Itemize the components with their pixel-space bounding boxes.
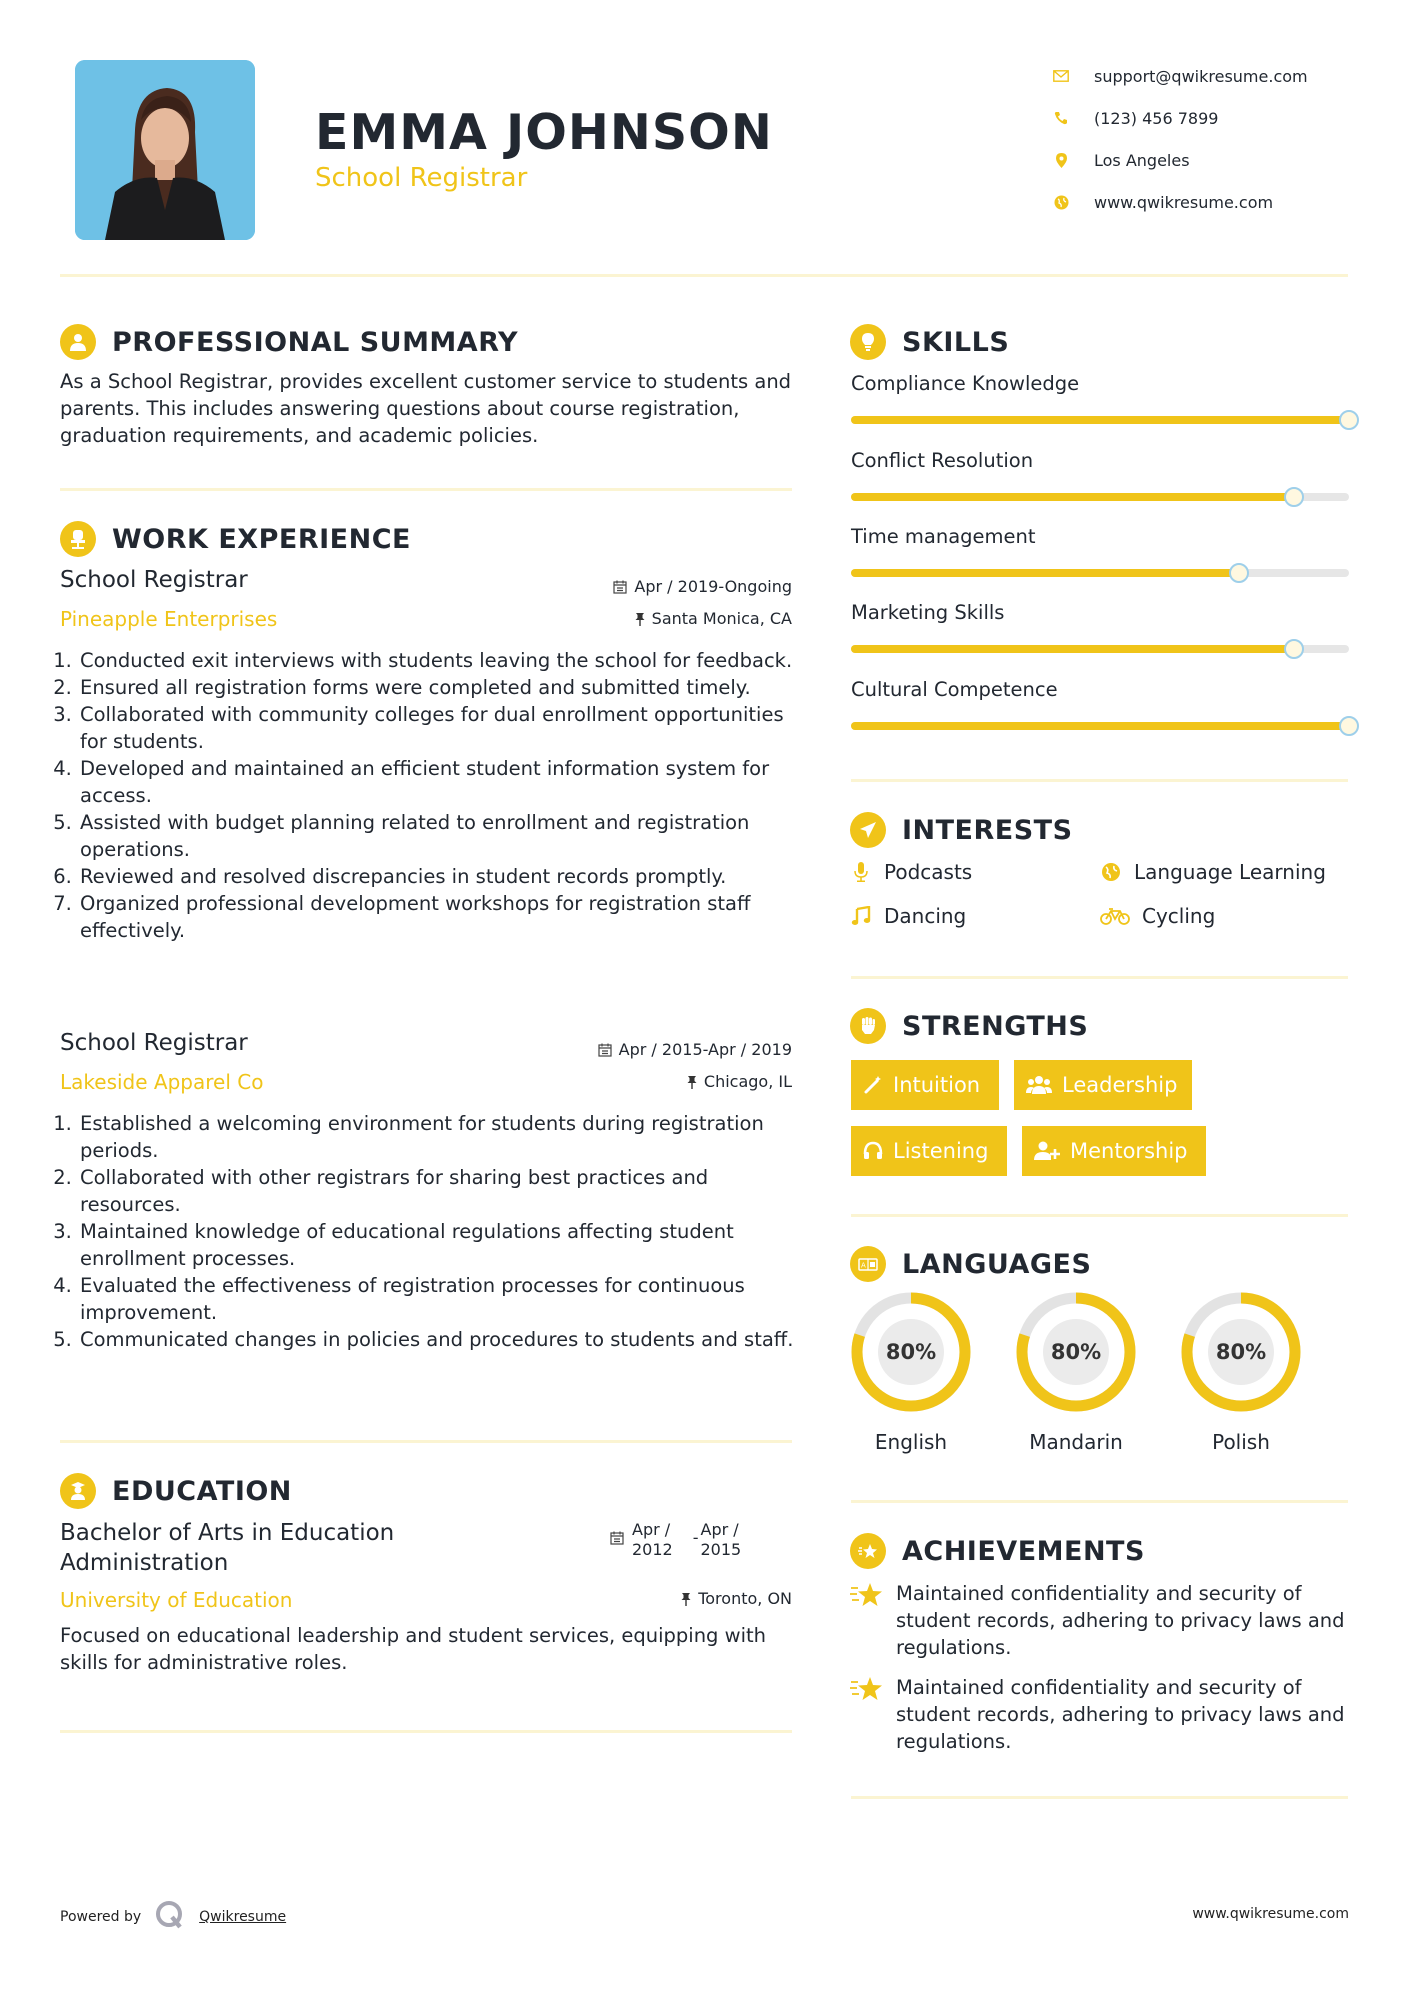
skills-heading: SKILLS <box>850 324 1009 360</box>
skill-fill <box>851 493 1294 501</box>
user-plus-icon <box>1034 1141 1060 1161</box>
header-divider <box>60 274 1348 277</box>
paper-plane-icon <box>850 812 886 848</box>
strength-badge: Listening <box>851 1126 1007 1176</box>
job-title: School Registrar <box>60 567 248 593</box>
language-percent: 80% <box>885 1340 937 1364</box>
achievements-heading: ACHIEVEMENTS <box>850 1533 1145 1569</box>
globe-icon <box>1100 862 1122 882</box>
interest-item: Podcasts <box>850 860 972 884</box>
qwikresume-link[interactable]: Qwikresume <box>199 1909 287 1925</box>
contact-phone[interactable] <box>1050 97 1308 139</box>
skill-fill <box>851 416 1349 424</box>
music-note-icon <box>850 906 872 926</box>
list-item: 4. Evaluated the effectiveness of registration processes for continuous improvement. <box>78 1272 798 1326</box>
star-icon <box>850 1674 884 1755</box>
job-bullets <box>48 647 798 944</box>
pushpin-icon <box>687 1075 697 1089</box>
contact-phone-value: (123) 456 7899 <box>1094 108 1219 128</box>
contact-location <box>1050 139 1308 181</box>
skill-fill <box>851 645 1294 653</box>
strength-badge: Leadership <box>1014 1060 1192 1110</box>
strengths-heading: STRENGTHS <box>850 1008 1088 1044</box>
job-dates: Apr / 2015-Apr / 2019 <box>598 1040 792 1059</box>
list-item: 5. Communicated changes in policies and procedures to students and staff. <box>78 1326 798 1353</box>
skill-knob <box>1284 639 1304 659</box>
language-name: English <box>874 1430 948 1454</box>
section-divider <box>60 1730 792 1733</box>
skill-bar <box>851 645 1349 653</box>
contact-location-value: Los Angeles <box>1094 150 1190 170</box>
envelope-icon <box>1050 70 1072 82</box>
pushpin-icon <box>681 1592 691 1606</box>
list-item: 4. Developed and maintained an efficient student information system for access. <box>78 755 798 809</box>
language-donut <box>1016 1292 1136 1412</box>
headphones-icon <box>863 1141 883 1161</box>
education-location: Toronto, ON <box>681 1589 792 1608</box>
skill-bar <box>851 569 1349 577</box>
experience-heading: WORK EXPERIENCE <box>60 521 411 557</box>
section-divider <box>851 779 1348 782</box>
contact-email[interactable] <box>1050 55 1308 97</box>
education-dates: Apr / 2012 - Apr / 2015 <box>610 1520 741 1560</box>
strength-badge: Mentorship <box>1022 1126 1206 1176</box>
job-location: Chicago, IL <box>687 1072 792 1091</box>
achievement-item: Maintained confidentiality and security of student records, adhering to privacy laws and regulations. <box>850 1580 1350 1661</box>
interest-item: Dancing <box>850 904 966 928</box>
calendar-icon <box>598 1043 612 1057</box>
achievement-item: Maintained confidentiality and security of student records, adhering to privacy laws and regulations. <box>850 1674 1350 1755</box>
job-location: Santa Monica, CA <box>635 609 792 628</box>
skill-bar <box>851 493 1349 501</box>
skill-knob <box>1339 716 1359 736</box>
contact-email-value: support@qwikresume.com <box>1094 66 1308 86</box>
language-item <box>851 1292 971 1454</box>
section-divider <box>851 1796 1348 1799</box>
job-company: Lakeside Apparel Co <box>60 1070 264 1094</box>
graduate-icon <box>60 1473 96 1509</box>
skill-fill <box>851 569 1239 577</box>
svg-text:A: A <box>861 1261 866 1270</box>
phone-icon <box>1050 111 1072 125</box>
portrait-image <box>75 60 255 240</box>
section-divider <box>851 1214 1348 1217</box>
user-icon <box>60 324 96 360</box>
list-item: 6. Reviewed and resolved discrepancies in student records promptly. <box>78 863 798 890</box>
school-name: University of Education <box>60 1588 293 1612</box>
section-divider <box>851 976 1348 979</box>
summary-heading: PROFESSIONAL SUMMARY <box>60 324 518 360</box>
list-item: 1. Established a welcoming environment for students during registration periods. <box>78 1110 798 1164</box>
education-description: Focused on educational leadership and student services, equipping with skills for administrative roles. <box>60 1624 767 1674</box>
languages-heading: A LANGUAGES <box>850 1246 1091 1282</box>
job-dates: Apr / 2019-Ongoing <box>613 577 792 596</box>
skill-knob <box>1284 487 1304 507</box>
footer-powered-by: Powered by Qwikresume <box>60 1900 286 1934</box>
job-bullets <box>48 1110 798 1353</box>
skill-fill <box>851 722 1349 730</box>
language-percent: 80% <box>1215 1340 1267 1364</box>
contact-website-value: www.qwikresume.com <box>1094 192 1274 212</box>
calendar-icon <box>613 580 627 594</box>
interest-item: Language Learning <box>1100 860 1326 884</box>
candidate-title: School Registrar <box>315 163 528 193</box>
candidate-name: EMMA JOHNSON <box>315 104 773 161</box>
interests-heading: INTERESTS <box>850 812 1073 848</box>
strength-badge: Intuition <box>851 1060 999 1110</box>
skill-bar <box>851 722 1349 730</box>
globe-icon <box>1050 195 1072 210</box>
skill-bar <box>851 416 1349 424</box>
language-donut <box>851 1292 971 1412</box>
skill-label: Conflict Resolution <box>851 449 1034 472</box>
language-percent: 80% <box>1050 1340 1102 1364</box>
list-item: 3. Maintained knowledge of educational regulations affecting student enrollment processes. <box>78 1218 798 1272</box>
section-divider <box>60 488 792 491</box>
summary-text: As a School Registrar, provides excellent customer service to students and parents. This includes answering questions about course registration, graduation requirements, and academic policies. <box>60 370 792 447</box>
section-divider <box>851 1500 1348 1503</box>
list-item: 5. Assisted with budget planning related to enrollment and registration operations. <box>78 809 798 863</box>
language-item <box>1181 1292 1301 1454</box>
list-item: 2. Ensured all registration forms were completed and submitted timely. <box>78 674 798 701</box>
language-name: Polish <box>1212 1430 1270 1454</box>
profile-photo <box>75 60 255 240</box>
list-item: 2. Collaborated with other registrars for sharing best practices and resources. <box>78 1164 798 1218</box>
users-icon <box>1026 1075 1052 1095</box>
degree-title: Bachelor of Arts in Education Administration <box>60 1520 395 1576</box>
fist-icon <box>850 1008 886 1044</box>
education-heading: EDUCATION <box>60 1473 292 1509</box>
skill-label: Compliance Knowledge <box>851 372 1080 395</box>
skill-label: Cultural Competence <box>851 678 1058 701</box>
contact-list <box>1050 55 1308 223</box>
magic-wand-icon <box>863 1075 883 1095</box>
interest-item: Cycling <box>1100 904 1215 928</box>
section-divider <box>60 1440 792 1443</box>
star-badge-icon <box>850 1533 886 1569</box>
star-icon <box>850 1580 884 1661</box>
language-donut <box>1181 1292 1301 1412</box>
job-company: Pineapple Enterprises <box>60 607 278 631</box>
translate-icon <box>850 1246 886 1282</box>
bicycle-icon <box>1100 907 1130 925</box>
skill-knob <box>1339 410 1359 430</box>
pushpin-icon <box>635 612 645 626</box>
skill-label: Marketing Skills <box>851 601 1005 624</box>
skill-knob <box>1229 563 1249 583</box>
skill-label: Time management <box>851 525 1036 548</box>
list-item: 3. Collaborated with community colleges for dual enrollment opportunities for students. <box>78 701 798 755</box>
map-pin-icon <box>1050 153 1072 168</box>
list-item: 1. Conducted exit interviews with students leaving the school for feedback. <box>78 647 798 674</box>
footer-url[interactable]: www.qwikresume.com <box>1192 1906 1349 1922</box>
office-chair-icon <box>60 521 96 557</box>
qwikresume-logo-icon <box>155 1900 185 1934</box>
job-title: School Registrar <box>60 1030 248 1056</box>
microphone-icon <box>850 862 872 882</box>
lightbulb-icon <box>850 324 886 360</box>
list-item: 7. Organized professional development workshops for registration staff effectively. <box>78 890 798 944</box>
contact-website[interactable] <box>1050 181 1308 223</box>
language-name: Mandarin <box>1029 1430 1123 1454</box>
calendar-icon <box>610 1520 624 1560</box>
language-item <box>1016 1292 1136 1454</box>
